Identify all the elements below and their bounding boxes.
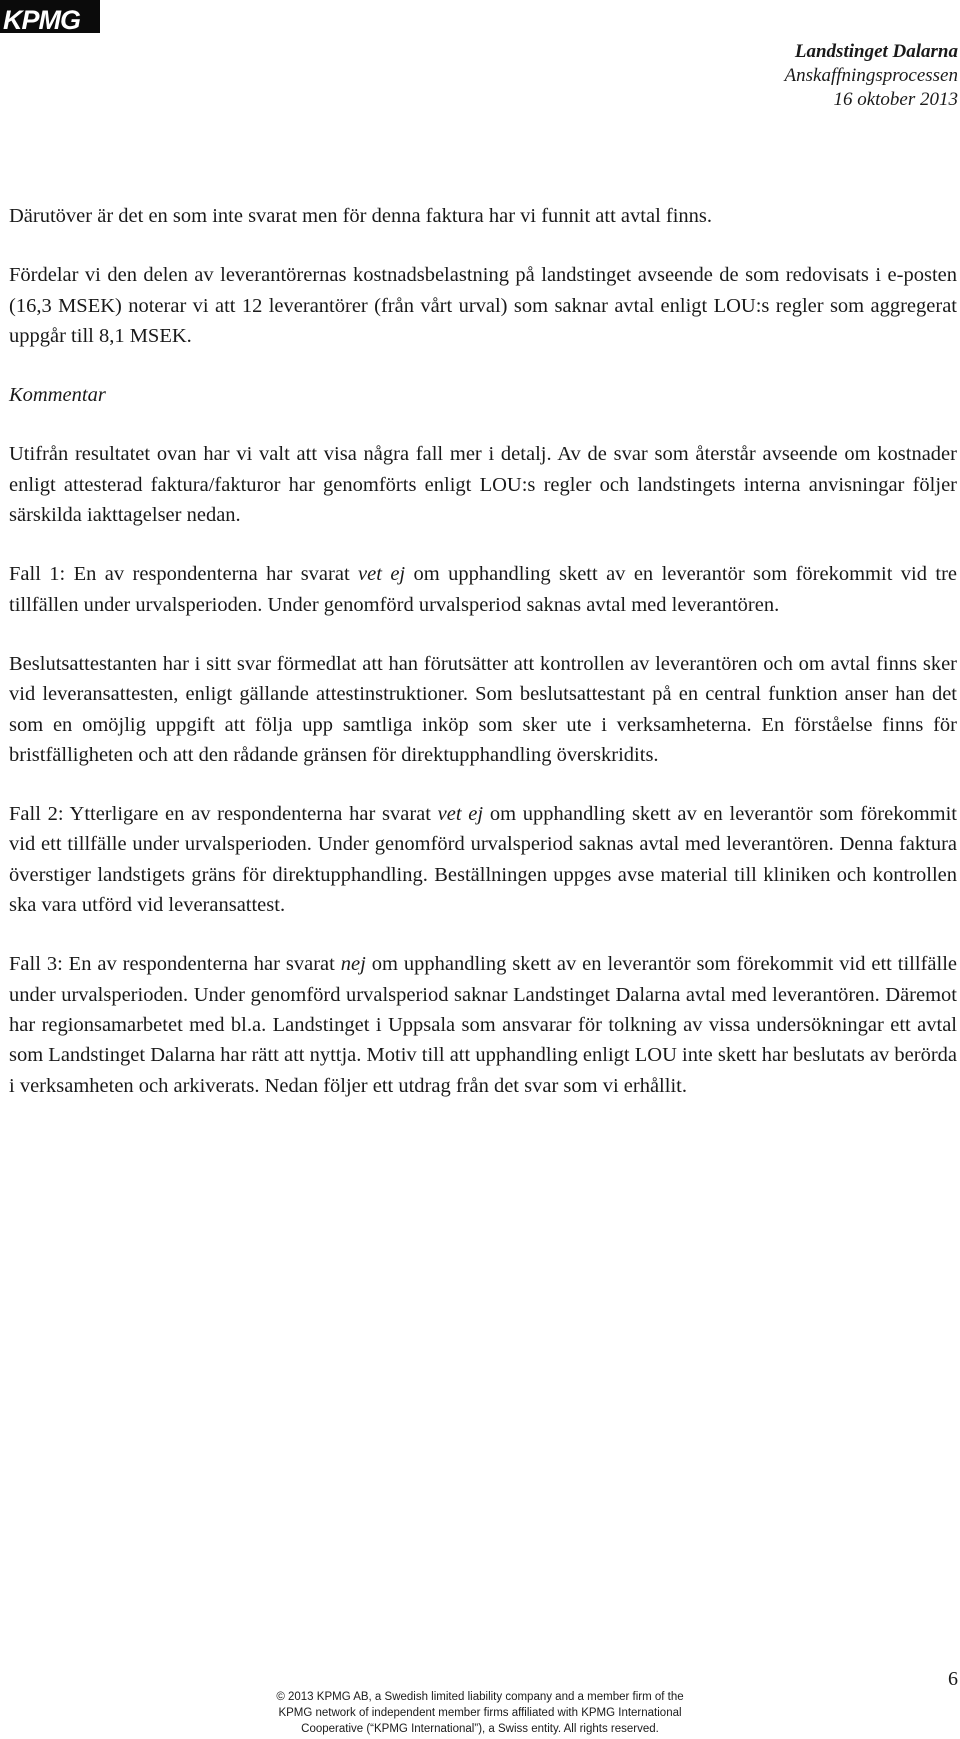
report-title: Anskaffningsprocessen: [784, 65, 958, 86]
report-date: 16 oktober 2013: [833, 89, 958, 110]
fall-3-text-b: om upphandling skett av en leverantör som förekommit vid ett tillfälle under urvalsperioden. Under genomförd urvalsperiod saknar Landstinget Dalarna avtal med leverantören. Däremot har regionsamarbetet med bl.a. Landstinget i Uppsala som ansvarar för tolkning av vissa undersökningar ett avtal som Landstinget Dalarna har rätt att nyttja. Motiv till att upphandling enligt LOU inte skett har beslutats av berörda i verksamheten och arkiverats. Nedan följer ett utdrag från det svar som vi erhållit.: [9, 953, 957, 1097]
paragraph-fall-1: [9, 559, 957, 620]
document-header: [785, 40, 958, 112]
fall-2-text-a: Fall 2: Ytterligare en av respondenterna har svarat: [9, 803, 438, 826]
logo-text: KPMG: [3, 5, 80, 35]
kpmg-logo: [0, 0, 100, 33]
page-number: 6: [948, 1668, 958, 1690]
footer-line-3: Cooperative (“KPMG International”), a Swiss entity. All rights reserved.: [301, 1723, 659, 1735]
paragraph-fall-3: [9, 949, 957, 1100]
paragraph-2: Fördelar vi den delen av leverantörernas kostnadsbelastning på landstinget avseende de som redovisats i e-posten (16,3 MSEK) noterar vi att 12 leverantörer (från vårt urval) som saknar avtal enligt LOU:s regler som aggregerat uppgår till 8,1 MSEK.: [9, 264, 957, 347]
footer-line-1: © 2013 KPMG AB, a Swedish limited liability company and a member firm of the: [276, 1691, 684, 1703]
paragraph-5: Beslutsattestanten har i sitt svar förmedlat att han förutsätter att kontrollen av leverantören och om avtal finns sker vid leveransattesten, enligt gällande attestinstruktioner. Som beslutsattestant på en central funktion anser han det som en omöjlig uppgift att följa upp samtliga inköp som sker ute i verksamheterna. En förståelse finns för bristfälligheten och att den rådande gränsen för direktupphandling överskridits.: [9, 652, 957, 766]
fall-1-text-b: om upphandling skett av en leverantör som förekommit vid tre tillfällen under urvalsperioden. Under genomförd urvalsperiod saknas avtal med leverantören.: [9, 563, 957, 616]
fall-1-text-a: Fall 1: En av respondenterna har svarat: [9, 563, 359, 586]
section-heading-kommentar: Kommentar: [9, 384, 106, 407]
fall-2-emphasis: vet ej: [437, 803, 484, 826]
paragraph-fall-2: [9, 799, 957, 920]
fall-2-text-b: om upphandling skett av en leverantör som förekommit vid ett tillfälle under urvalsperioden. Under genomförd urvalsperiod saknas avtal med leverantören. Denna faktura överstiger landstigets gräns för direktupphandling. Beställningen uppges avse material till kliniken och kontrollen ska vara utförd vid leveransattest.: [9, 803, 958, 917]
footer-line-2: KPMG network of independent member firms affiliated with KPMG International: [278, 1707, 682, 1719]
fall-3-text-a: Fall 3: En av respondenterna har svarat: [9, 953, 341, 976]
paragraph-1: Därutöver är det en som inte svarat men för denna faktura har vi funnit att avtal finns.: [9, 205, 713, 227]
fall-3-emphasis: nej: [340, 953, 366, 976]
paragraph-3: Utifrån resultatet ovan har vi valt att visa några fall mer i detalj. Av de svar som återstår avseende om kostnader enligt attesterad faktura/fakturor har genomförts enligt LOU:s regler och landstingets interna anvisningar följer särskilda iakttagelser nedan.: [9, 443, 957, 527]
copyright-footer: [0, 1689, 960, 1737]
organization-name: Landstinget Dalarna: [794, 41, 958, 62]
fall-1-emphasis: vet ej: [358, 563, 406, 586]
document-body: [9, 201, 957, 1130]
